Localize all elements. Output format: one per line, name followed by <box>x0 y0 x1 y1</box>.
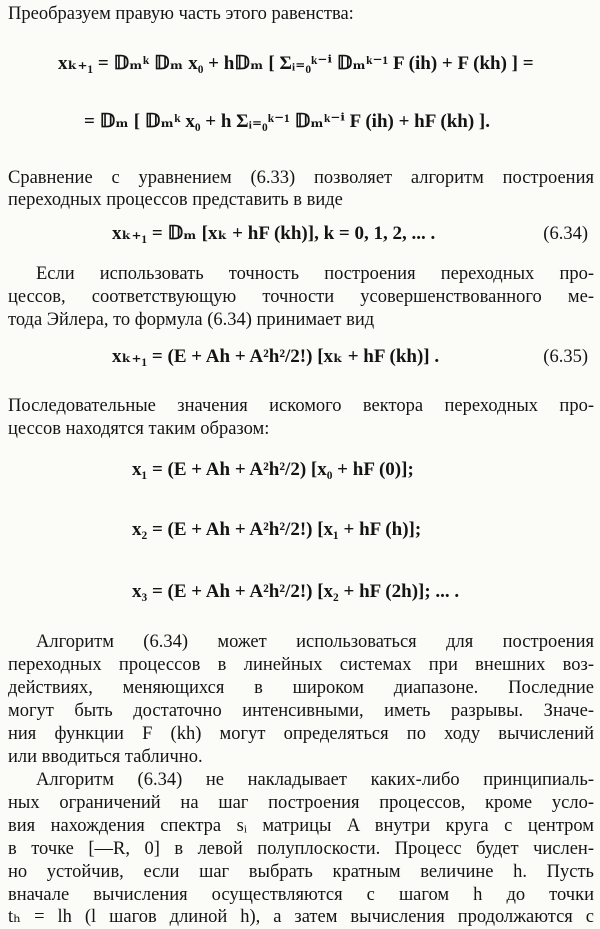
text-line: Алгоритм (6.34) не накладывает каких-либо принципиаль- <box>36 770 594 790</box>
equation: x₁ = (E + Ah + A²h²/2) [x₀ + hF (0)]; <box>132 459 414 480</box>
text-line: могут быть достаточно интенсивными, иметь разрывы. Значе- <box>8 701 594 721</box>
text-line: ния функции F (kh) могут определяться по ходу вычислений <box>8 724 594 744</box>
text-line: или вводиться таблично. <box>8 747 203 767</box>
text-line: цессов, соответствующую точности усовершенствованного ме- <box>8 287 594 307</box>
text-line: вначале вычисления осуществляются с шагом h до точки <box>8 885 594 905</box>
text-line: Последовательные значения искомого вектора переходных про- <box>8 396 594 416</box>
equation: = 𝔻ₘ [ 𝔻ₘᵏ x₀ + h Σᵢ₌₀ᵏ⁻¹ 𝔻ₘᵏ⁻ⁱ F (ih) + hF (kh) ]. <box>84 111 490 132</box>
equation: x₂ = (E + Ah + A²h²/2!) [x₁ + hF (h)]; <box>132 519 422 540</box>
equation-number: (6.34) <box>543 224 588 244</box>
equation: x₃ = (E + Ah + A²h²/2!) [x₂ + hF (2h)]; ... . <box>132 581 460 602</box>
text-line: переходных процессов представить в виде <box>8 190 343 210</box>
text-line: ных ограничений на шаг построения процессов, кроме усло- <box>8 793 594 813</box>
text-line: но устойчив, если шаг выбрать кратным величине h. Пусть <box>8 862 594 882</box>
equation: xₖ₊₁ = (E + Ah + A²h²/2!) [xₖ + hF (kh)] . <box>112 346 440 367</box>
text-line: переходных процессов в линейных системах при внешних воз- <box>8 655 594 675</box>
equation: xₖ₊₁ = 𝔻ₘᵏ 𝔻ₘ x₀ + h𝔻ₘ [ Σᵢ₌₀ᵏ⁻ⁱ 𝔻ₘᵏ⁻¹ F (ih) + F (kh) ] = <box>58 53 534 74</box>
text-line: тода Эйлера, то формула (6.34) принимает вид <box>8 310 375 330</box>
equation-number: (6.35) <box>543 347 588 367</box>
equation: xₖ₊₁ = 𝔻ₘ [xₖ + hF (kh)], k = 0, 1, 2, ... . <box>112 223 436 244</box>
text-line: вия нахождения спектра sᵢ матрицы A внутри круга с центром <box>8 816 594 836</box>
text-line: Преобразуем правую часть этого равенства: <box>8 4 354 24</box>
text-line: в точке [—R, 0] в левой полуплоскости. Процесс будет числен- <box>8 839 594 859</box>
text-line: Если использовать точность построения переходных про- <box>36 264 594 284</box>
text-line: Сравнение с уравнением (6.33) позволяет алгоритм построения <box>8 168 594 188</box>
text-line: Алгоритм (6.34) может использоваться для построения <box>36 632 594 652</box>
text-line: цессов находятся таким образом: <box>8 419 270 439</box>
text-line: действиях, меняющихся в широком диапазоне. Последние <box>8 678 594 698</box>
text-line: tₕ = lh (l шагов длиной h), а затем вычисления продолжаются с <box>8 907 594 927</box>
